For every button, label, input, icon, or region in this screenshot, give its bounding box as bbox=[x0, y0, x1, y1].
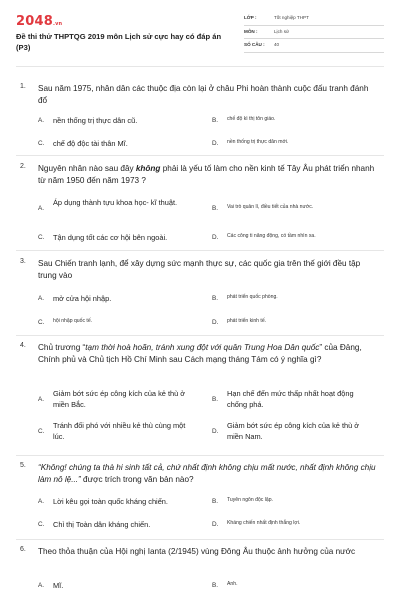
question-1 bbox=[16, 83, 384, 153]
option-text: Mĩ. bbox=[53, 581, 64, 590]
meta-label: LỚP : bbox=[244, 15, 257, 20]
option-text: Tuyên ngôn độc lập. bbox=[227, 497, 273, 503]
option-letter: B. bbox=[212, 396, 219, 403]
question-text: Sau năm 1975, nhân dân các thuộc địa còn lại ở châu Phi hoàn thành cuộc đấu tranh đánh đổ bbox=[38, 84, 369, 105]
option-letter: C. bbox=[38, 521, 45, 528]
option-text: mở cửa hội nhập. bbox=[53, 294, 112, 303]
question-number: 5. bbox=[20, 462, 26, 469]
option-letter: C. bbox=[38, 234, 45, 241]
question-text-part: ” của Đảng, Chính phủ và Chủ tịch Hồ Chí Minh sau Cách mạng tháng Tám có ý nghĩa gì? bbox=[38, 343, 362, 364]
option-letter: A. bbox=[38, 396, 45, 403]
logo-suffix: .vn bbox=[52, 21, 63, 27]
question-text-emphasis: không bbox=[135, 164, 161, 173]
option-text: Hạn chế đến mức thấp nhất hoạt động chống phá. bbox=[227, 389, 354, 409]
divider bbox=[16, 250, 384, 251]
question-text-part: Nguyên nhân nào sau đây bbox=[38, 164, 136, 173]
option-letter: C. bbox=[38, 428, 45, 435]
question-text-emphasis: “Không! chúng ta thà hi sinh tất cả, chứ nhất định không chịu mất nước, nhất định không chịu làm nô lệ...” bbox=[38, 463, 376, 484]
page-header bbox=[16, 10, 384, 62]
meta-row-count bbox=[244, 39, 384, 53]
document-title-line-1: Đề thi thử THPTQG 2019 môn Lịch sử cực hay có đáp án bbox=[16, 32, 222, 41]
option-letter: B. bbox=[212, 498, 219, 505]
divider bbox=[16, 539, 384, 540]
document-title-line-2: (P3) bbox=[16, 43, 31, 52]
option-text: Anh. bbox=[227, 581, 238, 587]
option-text: chế độ kì thị tôn giáo. bbox=[227, 116, 276, 122]
option-letter: D. bbox=[212, 140, 219, 147]
question-text-part: được trích trong văn bản nào? bbox=[80, 475, 194, 484]
option-text: Vai trò quản lí, điều tiết của nhà nước. bbox=[227, 204, 314, 210]
divider bbox=[16, 155, 384, 156]
meta-row-subject bbox=[244, 26, 384, 40]
option-letter: D. bbox=[212, 319, 219, 326]
question-text-part: Chủ trương “ bbox=[38, 343, 86, 352]
document-title bbox=[16, 31, 236, 53]
meta-value: Tốt nghiệp THPT bbox=[274, 15, 309, 20]
option-letter: B. bbox=[212, 205, 219, 212]
question-number: 3. bbox=[20, 258, 26, 265]
document-meta bbox=[244, 12, 384, 53]
option-text: Chỉ thị Toàn dân kháng chiến. bbox=[53, 520, 151, 529]
divider bbox=[16, 455, 384, 456]
question-3 bbox=[16, 258, 384, 333]
option-text: Giảm bớt sức ép công kích của kẻ thù ở miền Bắc. bbox=[53, 389, 186, 409]
meta-label: MÔN : bbox=[244, 28, 258, 34]
option-letter: A. bbox=[38, 582, 45, 589]
option-text: Áp dụng thành tựu khoa học- kĩ thuật. bbox=[53, 198, 178, 207]
option-text: phát triển quốc phòng. bbox=[227, 294, 278, 300]
option-letter: A. bbox=[38, 295, 45, 302]
option-letter: D. bbox=[212, 428, 219, 435]
question-number: 6. bbox=[20, 546, 26, 553]
question-text-part: phải là yếu tố làm cho nền kinh tế Tây Âu phát triển nhanh từ năm 1950 đến năm 1973 ? bbox=[38, 164, 375, 185]
option-text: phát triển kinh tế. bbox=[227, 318, 267, 324]
option-letter: A. bbox=[38, 117, 45, 124]
option-letter: A. bbox=[38, 498, 45, 505]
question-2 bbox=[16, 163, 384, 248]
option-text: chế độ độc tài thân Mĩ. bbox=[53, 139, 128, 148]
option-text: Giảm bớt sức ép công kích của kẻ thù ở miền Nam. bbox=[227, 421, 360, 441]
option-text: Các công ti năng động, có tầm nhìn xa. bbox=[227, 233, 316, 239]
meta-row-class bbox=[244, 12, 384, 26]
question-text-emphasis: tạm thời hoà hoãn, tránh xung đột với quân Trung Hoa Dân quốc bbox=[85, 343, 320, 352]
question-text bbox=[38, 163, 378, 187]
question-text: Theo thỏa thuận của Hội nghị Ianta (2/1945) vùng Đông Âu thuộc ảnh hưởng của nước bbox=[38, 547, 356, 556]
option-letter: C. bbox=[38, 319, 45, 326]
question-text bbox=[38, 462, 378, 486]
option-letter: B. bbox=[212, 117, 219, 124]
question-6 bbox=[16, 546, 384, 598]
question-4 bbox=[16, 342, 384, 452]
option-letter: C. bbox=[38, 140, 45, 147]
divider bbox=[16, 335, 384, 336]
site-logo[interactable] bbox=[16, 14, 62, 29]
meta-label: SỐ CÂU : bbox=[244, 42, 265, 47]
question-number: 2. bbox=[20, 163, 26, 170]
divider bbox=[16, 66, 384, 67]
meta-value: 40 bbox=[274, 42, 280, 47]
question-5 bbox=[16, 462, 384, 537]
option-letter: A. bbox=[38, 205, 45, 212]
option-letter: D. bbox=[212, 234, 219, 241]
option-text: Kháng chiến nhất định thắng lợi. bbox=[227, 520, 301, 526]
option-letter: D. bbox=[212, 521, 219, 528]
option-text: nền thống trị thực dân mới. bbox=[227, 139, 289, 145]
meta-value: Lịch sử bbox=[274, 28, 290, 34]
question-text: Sau Chiến tranh lạnh, để xây dựng sức mạnh thực sự, các quốc gia trên thế giới đều tập trung vào bbox=[38, 259, 361, 280]
question-number: 1. bbox=[20, 83, 26, 90]
question-number: 4. bbox=[20, 342, 26, 349]
option-text: hội nhập quốc tế. bbox=[53, 318, 93, 324]
option-text: Lời kêu gọi toàn quốc kháng chiến. bbox=[53, 497, 168, 506]
question-text bbox=[38, 342, 378, 366]
option-letter: B. bbox=[212, 295, 219, 302]
option-text: Tận dụng tốt các cơ hội bên ngoài. bbox=[53, 233, 168, 242]
option-text: Tránh đối phó với nhiều kẻ thù cùng một lúc. bbox=[53, 421, 186, 441]
option-text: nền thống trị thực dân cũ. bbox=[53, 116, 138, 125]
option-letter: B. bbox=[212, 582, 219, 589]
logo-main: 2048 bbox=[16, 14, 53, 29]
